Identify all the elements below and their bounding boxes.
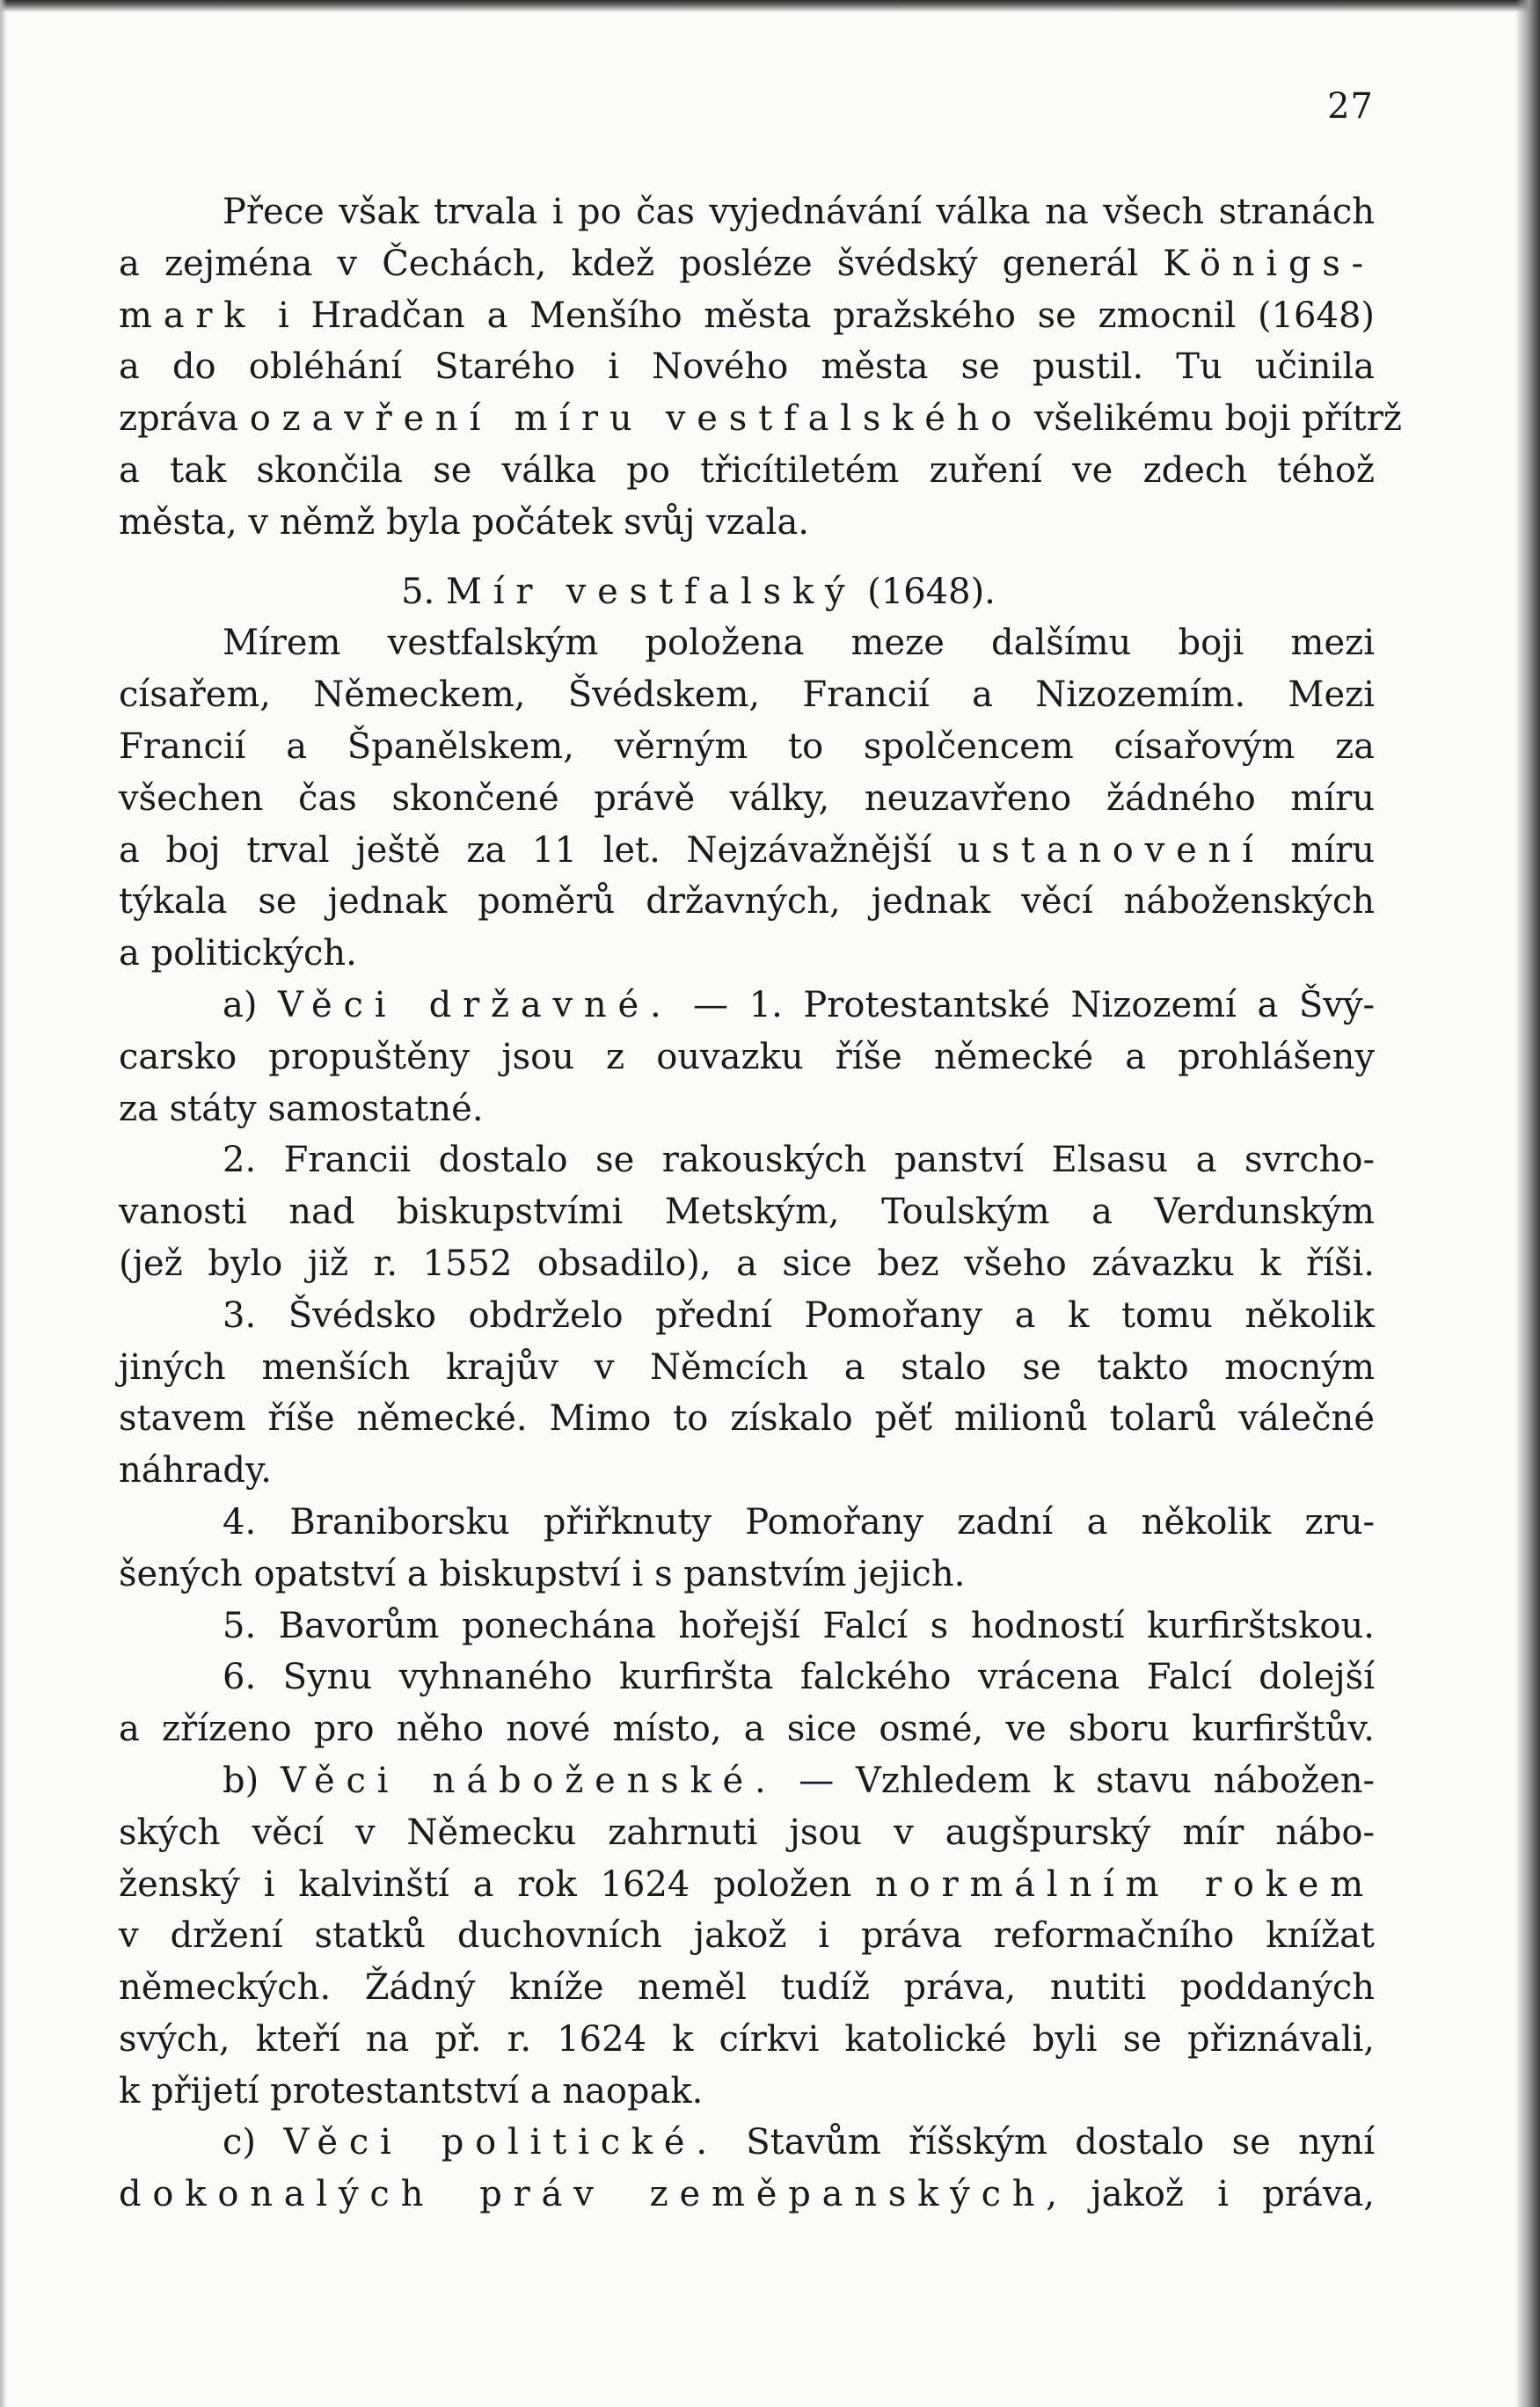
text-line: císařem, Německem, Švédskem, Francií a Nizozemím. Mezi <box>119 675 1375 716</box>
page-number: 27 <box>1327 86 1374 127</box>
scan-edge-right <box>1515 0 1540 2407</box>
emphasis: normálním rokem <box>875 1864 1376 1905</box>
text-line: a zejména v Čechách, kdež posléze švédský generál Königs- <box>119 243 1375 284</box>
emphasis: Věci državné. <box>278 984 673 1025</box>
text-line: b) Věci náboženské. — Vzhledem k stavu nábožen- <box>223 1760 1375 1801</box>
text-line: a) Věci državné. — 1. Protestantské Nizozemí a Švý- <box>223 984 1376 1025</box>
text-line: c) Věci politické. Stavům říšským dostalo se nyní <box>223 2122 1376 2163</box>
text-line: náhrady. <box>119 1450 272 1492</box>
emphasis: Věci politické. <box>283 2122 719 2163</box>
text-line: 2. Francii dostalo se rakouských panství Elsasu a svrcho- <box>223 1140 1375 1181</box>
text-line: německých. Žádný kníže neměl tudíž práva, nutiti poddaných <box>119 1967 1375 2009</box>
section-title: Mír vestfalský <box>445 571 857 612</box>
text-line: a do obléhání Starého i Nového města se pustil. Tu učinila <box>119 346 1375 388</box>
text-line: jiných menších krajův v Němcích a stalo se takto mocným <box>119 1346 1375 1388</box>
emphasis: mark <box>119 295 257 336</box>
text-line: carsko propuštěny jsou z ouvazku říše německé a prohlášeny <box>119 1036 1375 1077</box>
text-line: vanosti nad biskupstvími Metským, Toulským a Verdunským <box>119 1192 1375 1233</box>
text-line: ských věcí v Německu zahrnuti jsou v augšpurský mír nábo- <box>119 1812 1375 1853</box>
text-line: v držení statků duchovních jakož i práva reformačního knížat <box>119 1915 1375 1957</box>
section-heading <box>119 566 1375 618</box>
section-year: (1648). <box>867 571 996 612</box>
text-line: stavem říše německé. Mimo to získalo pěť milionů tolarů válečné <box>119 1398 1375 1440</box>
text-line: a zřízeno pro něho nové místo, a sice osmé, ve sboru kurfirštův. <box>119 1709 1375 1750</box>
emphasis: Věci náboženské. <box>280 1760 777 1801</box>
scan-edge-left <box>0 0 7 2407</box>
text-line: a boj trval ještě za 11 let. Nejzávažnější ustanovení míru <box>119 829 1375 871</box>
text-line: Mírem vestfalským položena meze dalšímu boji mezi <box>223 623 1375 664</box>
text-line: 5. Bavorům ponechána hořejší Falcí s hodností kurfirštskou. <box>223 1605 1375 1646</box>
text-line: zpráva o zavření míru vestfalského všelikému boji přítrž <box>119 398 1402 440</box>
text-line: a politických. <box>119 933 357 974</box>
emphasis: ustanovení <box>957 829 1265 871</box>
text-line: k přijetí protestantství a naopak. <box>119 2070 704 2112</box>
text-line: týkala se jednak poměrů državných, jednak věcí náboženských <box>119 881 1375 923</box>
text-line: všechen čas skončené právě války, neuzavřeno žádného míru <box>119 777 1375 819</box>
emphasis: Königs- <box>1163 243 1375 284</box>
text-line: 4. Braniborsku přiřknuty Pomořany zadní a několik zru- <box>223 1501 1375 1543</box>
text-line: (jež bylo již r. 1552 obsadilo), a sice bez všeho závazku k říši. <box>119 1243 1375 1284</box>
text-line: mark i Hradčan a Menšího města pražského se zmocnil (1648) <box>119 295 1375 336</box>
text-line: města, v němž byla počátek svůj vzala. <box>119 501 810 543</box>
spacer <box>119 549 1375 566</box>
text-line: za státy samostatné. <box>119 1088 484 1129</box>
text-line: Přece však trvala i po čas vyjednávání válka na všech stranách <box>223 192 1375 232</box>
text-line: dokonalých práv zeměpanských, jakož i práva, <box>119 2174 1376 2215</box>
emphasis: dokonalých práv zeměpanských <box>119 2174 1047 2215</box>
text-line: svých, kteří na př. r. 1624 k církvi katolické byli se přiznávali, <box>119 2018 1375 2060</box>
text-line: 3. Švédsko obdrželo přední Pomořany a k tomu několik <box>223 1295 1375 1336</box>
text-line: a tak skončila se válka po třicítiletém zuření ve zdech téhož <box>119 449 1375 491</box>
emphasis: zavření míru vestfalského <box>281 398 1024 440</box>
text-line: ženský i kalvinští a rok 1624 položen normálním rokem <box>119 1864 1376 1905</box>
text-line: šených opatství a biskupství i s panstvím jejich. <box>119 1553 966 1594</box>
body-text <box>119 186 1402 2221</box>
text-line: 6. Synu vyhnaného kurfiršta falckého vrácena Falcí dolejší <box>223 1657 1375 1698</box>
text-line: Francií a Španělskem, věrným to spolčencem císařovým za <box>119 726 1375 767</box>
scan-edge-top <box>0 0 1540 12</box>
section-number: 5. <box>401 571 435 612</box>
